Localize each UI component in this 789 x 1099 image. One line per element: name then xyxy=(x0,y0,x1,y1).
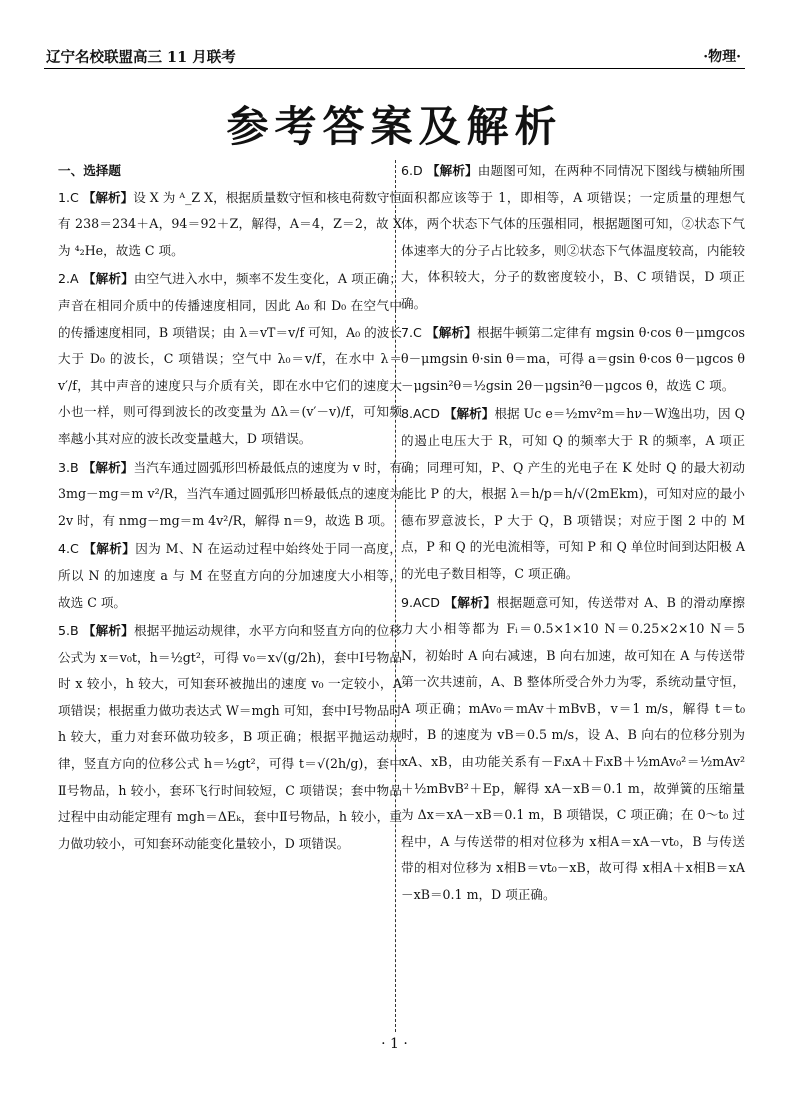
analysis-tag: 【解析】 xyxy=(82,189,134,205)
answer-text: 因为 M、N 在运动过程中始终处于同一高度，所以 N 的加速度 a 与 M 在竖直方向的分加速度大小相等，故选 C 项。 xyxy=(58,541,403,610)
answer-item-2 xyxy=(58,266,402,452)
answer-item-3 xyxy=(58,455,402,535)
analysis-tag: 【解析】 xyxy=(425,324,477,340)
subject-label: ·物理· xyxy=(703,49,741,65)
answer-text: 由空气进入水中，频率不发生变化，A 项正确；声音在相同介质中的传播速度相同，因此 A₀ 和 D₀ 在空气中的传播速度相同，B 项错误；由 λ＝vT＝v/f 可知，A₀ 的波长大于 D₀ 的波长，C 项错误；空气中 λ₀＝v/f，在水中 λ＝v′/f，其中声音的速度只与介质有关，即在水中它们的速度大小也一样，则可得到波长的改变量为 Δλ＝(v′－v)/f，可知频率越小其对应的波长改变量越大，D 项错误。 xyxy=(58,271,402,446)
analysis-tag: 【解析】 xyxy=(443,406,495,422)
page-header xyxy=(44,44,745,69)
analysis-tag: 【解析】 xyxy=(82,623,134,639)
answer-number: 5.B xyxy=(58,623,79,639)
answer-text: 根据平抛运动规律，水平方向和竖直方向的位移公式为 x＝v₀t，h＝½gt²，可得 v₀＝x√(g/2h)，套中Ⅰ号物品时 x 较小，h 较大，可知套环被抛出的速度 v₀ 一定较小，A 项错误；根据重力做功表达式 W＝mgh 可知，套中Ⅰ号物品时 h 较大，重力对套环做功较多，B 项正确；根据平抛运动规律，竖直方向的位移公式 h＝½gt²，可得 t＝√(2h/g)，套中Ⅱ号物品，h 较小，套环飞行时间较短，C 项错误；套中物品过程中由动能定理有 mgh＝ΔEₖ，套中Ⅱ号物品，h 较小，重力做功较小，可知套环动能变化量较小，D 项错误。 xyxy=(58,623,402,851)
left-column xyxy=(58,158,402,859)
answer-number: 7.C xyxy=(401,324,422,340)
column-divider xyxy=(395,160,396,1032)
section-heading: 一、选择题 xyxy=(58,163,121,178)
answer-text: 根据牛顿第二定律有 mgsin θ·cos θ－μmgcos θ－μmgsin θ·sin θ＝ma，可得 a＝gsin θ·cos θ－μgcos θ－μgsin²θ＝½gsin 2θ－μgsin²θ－μgcos θ，故选 C 项。 xyxy=(401,324,746,393)
page-number: · 1 · xyxy=(381,1036,408,1052)
answer-text: 由题图可知，在两种不同情况下图线与横轴所围面积都应该等于 1，即相等，A 项错误；一定质量的理想气体，两个状态下气体的压强相同，根据题图可知，②状态下气体速率大的分子占比较多，则②状态下气体温度较高，内能较大，体积较大，分子的数密度较小，B、C 项错误，D 项正确。 xyxy=(401,163,746,311)
answer-text: 设 X 为 ᴬ_Z X，根据质量数守恒和核电荷数守恒有 238＝234＋A，94＝92＋Z，解得，A＝4，Z＝2，故 X 为 ⁴₂He，故选 C 项。 xyxy=(58,189,403,258)
right-column xyxy=(401,158,745,911)
answer-number: 1.C xyxy=(58,189,79,205)
analysis-tag: 【解析】 xyxy=(82,459,134,475)
answer-number: 2.A xyxy=(58,271,79,287)
answer-item-7 xyxy=(401,320,745,400)
analysis-tag: 【解析】 xyxy=(444,594,497,610)
page-title: 参考答案及解析 xyxy=(226,102,563,151)
answer-text: 根据题意可知，传送带对 A、B 的滑动摩擦力大小相等都为 Fᵢ＝0.5×1×10 N＝0.25×2×10 N＝5 N，初始时 A 向右减速，B 向右加速，故可知在 A 与传送带第一次共速前，A、B 整体所受合外力为零，系统动量守恒，A 项正确；mAv₀＝mAv＋mBvB，v＝1 m/s，解得 t＝t₀ 时，B 的速度为 vB＝0.5 m/s，设 A、B 向右的位移分别为 xA、xB，由功能关系有－FᵢxA＋FᵢxB＋½mAv₀²＝½mAv²＋½mBvB²＋Ep，解得 xA－xB＝0.1 m，故弹簧的压缩量为 Δx＝xA－xB＝0.1 m，B 项错误，C 项正确；在 0～t₀ 过程中，A 与传送带的相对位移为 x相A＝xA－vt₀，B 与传送带的相对位移为 x相B＝vt₀－xB，故可得 x相A＋x相B＝xA－xB＝0.1 m，D 项正确。 xyxy=(401,594,746,903)
answer-number: 8.ACD xyxy=(401,406,440,422)
answer-text: 根据 Uc e＝½mv²m＝hν－W逸出功，因 Q 的遏止电压大于 R，可知 Q 的频率大于 R 的频率，A 项正确；同理可知，P、Q 产生的光电子在 K 处时 Q 的最大初动能比 P 的大，根据 λ＝h/p＝h/√(2mEkm)，可知对应的最小德布罗意波长，P 大于 Q，B 项错误；对应于图 2 中的 M 点，P 和 Q 的光电流相等，可知 P 和 Q 单位时间到达阳极 A 的光电子数目相等，C 项正确。 xyxy=(401,406,746,581)
answer-number: 6.D xyxy=(401,163,423,178)
answer-number: 3.B xyxy=(58,459,79,475)
exam-name: 辽宁名校联盟高三 11 月联考 xyxy=(46,49,236,66)
answer-item-8 xyxy=(401,401,745,587)
answer-item-5 xyxy=(58,618,402,857)
answer-number: 9.ACD xyxy=(401,594,440,610)
answer-item-1 xyxy=(58,185,402,265)
answer-text: 当汽车通过圆弧形凹桥最低点的速度为 v 时，有 3mg－mg＝m v²/R，当汽车通过圆弧形凹桥最低点的速度为 2v 时，有 nmg－mg＝m 4v²/R，解得 n＝9，故选 B 项。 xyxy=(58,459,403,528)
answer-item-9 xyxy=(401,590,745,909)
analysis-tag: 【解析】 xyxy=(83,541,136,557)
answer-number: 4.C xyxy=(58,541,79,557)
analysis-tag: 【解析】 xyxy=(82,271,134,287)
analysis-tag: 【解析】 xyxy=(426,163,478,178)
answer-item-6 xyxy=(401,158,745,318)
answer-item-4 xyxy=(58,536,402,616)
